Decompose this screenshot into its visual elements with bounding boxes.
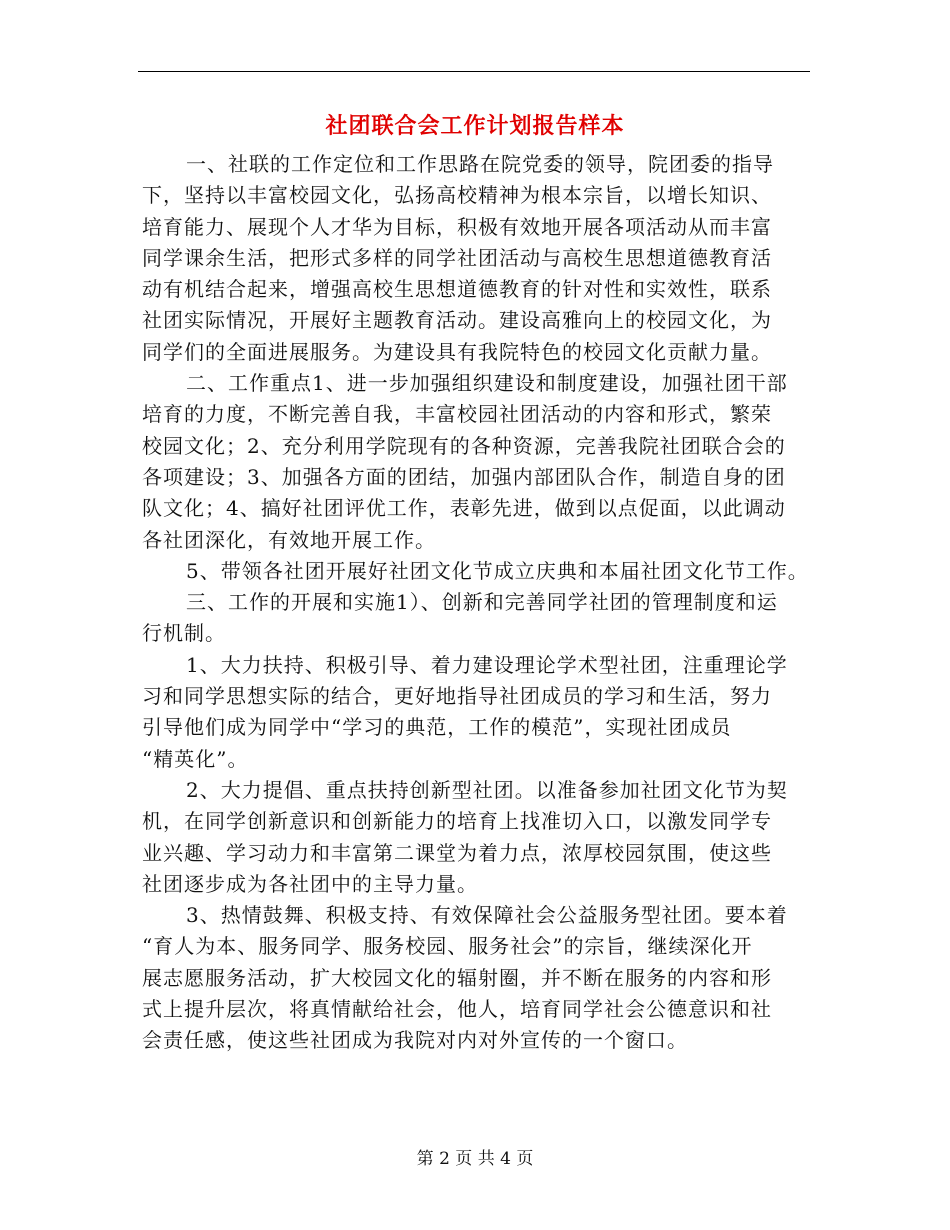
text-line: 机，在同学创新意识和创新能力的培育上找准切入口，以激发同学专 <box>142 809 772 834</box>
text-line: 各项建设；3、加强各方面的团结，加强内部团队合作，制造自身的团 <box>142 464 786 489</box>
text-line: 一、社联的工作定位和工作思路在院党委的领导，院团委的指导 <box>186 152 774 176</box>
text-line: 2、大力提倡、重点扶持创新型社团。以准备参加社团文化节为契 <box>186 777 788 802</box>
document-title: 社团联合会工作计划报告样本 <box>325 113 625 139</box>
text-line: 社团实际情况，开展好主题教育活动。建设高雅向上的校园文化，为 <box>142 308 772 333</box>
paragraph <box>142 556 812 587</box>
paragraph <box>142 900 812 1056</box>
text-line: 培育的力度，不断完善自我，丰富校园社团活动的内容和形式，繁荣 <box>142 402 772 427</box>
text-line: 社团逐步成为各社团中的主导力量。 <box>142 871 478 896</box>
text-line: 引导他们成为同学中“学习的典范，工作的模范”，实现社团成员 <box>142 715 732 740</box>
page-number-footer: 第 2 页 共 4 页 <box>416 1149 534 1169</box>
text-line: 3、热情鼓舞、积极支持、有效保障社会公益服务型社团。要本着 <box>186 903 788 928</box>
text-line: 动有机结合起来，增强高校生思想道德教育的针对性和实效性，联系 <box>142 277 772 302</box>
paragraph <box>142 149 812 368</box>
text-line: 二、工作重点1、进一步加强组织建设和制度建设，加强社团干部 <box>186 371 788 396</box>
text-line: 各社团深化，有效地开展工作。 <box>142 527 436 552</box>
paragraph <box>142 368 812 556</box>
text-line: 行机制。 <box>142 621 226 646</box>
text-line: 校园文化；2、充分利用学院现有的各种资源，完善我院社团联合会的 <box>142 433 786 458</box>
text-line: 同学课余生活，把形式多样的同学社团活动与高校生思想道德教育活 <box>142 245 772 270</box>
text-line: “育人为本、服务同学、服务校园、服务社会”的宗旨，继续深化开 <box>142 934 753 959</box>
text-line: 同学们的全面进展服务。为建设具有我院特色的校园文化贡献力量。 <box>142 339 772 364</box>
text-line: 展志愿服务活动，扩大校园文化的辐射圈，并不断在服务的内容和形 <box>142 965 772 990</box>
text-line: 式上提升层次，将真情献给社会，他人，培育同学社会公德意识和社 <box>142 997 772 1022</box>
text-line: 三、工作的开展和实施1）、创新和完善同学社团的管理制度和运 <box>186 590 778 615</box>
text-line: 习和同学思想实际的结合，更好地指导社团成员的学习和生活，努力 <box>142 684 772 709</box>
text-line: “精英化”。 <box>142 746 249 771</box>
document-body <box>142 149 812 1057</box>
text-line: 培育能力、展现个人才华为目标，积极有效地开展各项活动从而丰富 <box>142 214 772 239</box>
header-rule <box>138 71 810 72</box>
text-line: 1、大力扶持、积极引导、着力建设理论学术型社团，注重理论学 <box>186 652 788 677</box>
text-line: 下，坚持以丰富校园文化，弘扬高校精神为根本宗旨，以增长知识、 <box>142 183 772 208</box>
text-line: 队文化；4、搞好社团评优工作，表彰先进，做到以点促面，以此调动 <box>142 496 786 521</box>
paragraph <box>142 775 812 900</box>
text-line: 5、带领各社团开展好社团文化节成立庆典和本届社团文化节工作。 <box>186 558 809 583</box>
paragraph <box>142 650 812 775</box>
text-line: 会责任感，使这些社团成为我院对内对外宣传的一个窗口。 <box>142 1028 688 1053</box>
paragraph <box>142 587 812 650</box>
text-line: 业兴趣、学习动力和丰富第二课堂为着力点，浓厚校园氛围，使这些 <box>142 840 772 865</box>
